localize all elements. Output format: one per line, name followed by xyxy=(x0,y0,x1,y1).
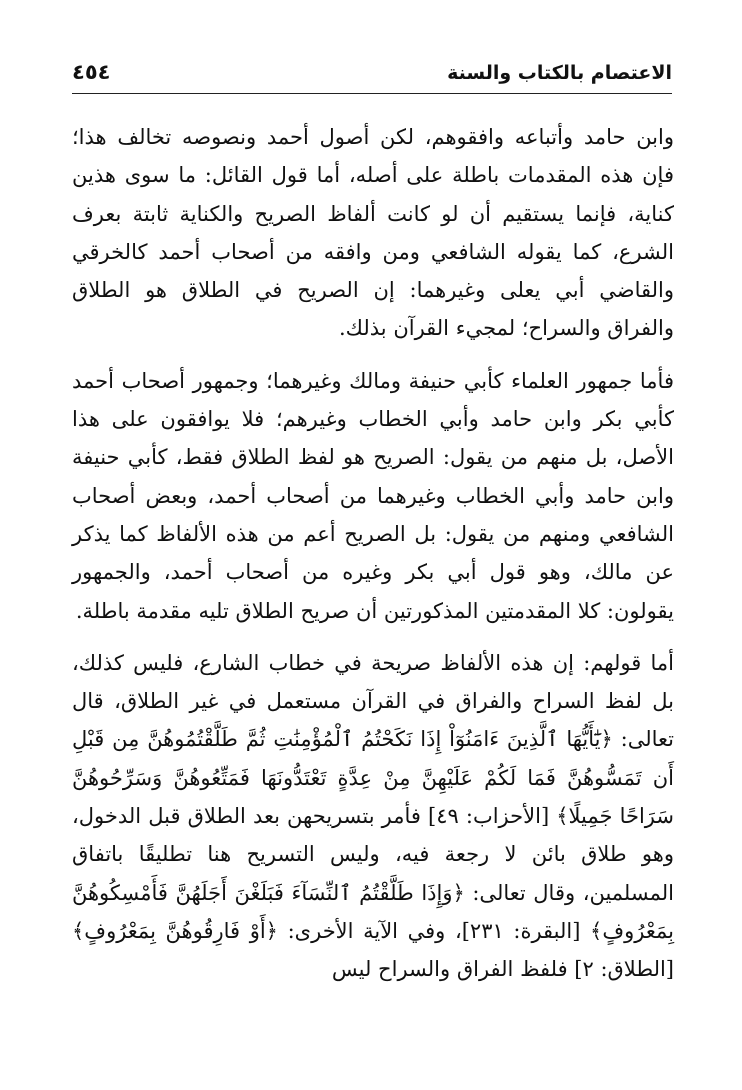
page-body xyxy=(72,118,674,997)
running-title: الاعتصام بالكتاب والسنة xyxy=(447,62,672,84)
page-number: ٤٥٤ xyxy=(72,60,111,84)
paragraph-3: أما قولهم: إن هذه الألفاظ صريحة في خطاب الشارع، فليس كذلك، بل لفظ السراح والفراق في القرآن مستعمل في غير الطلاق، قال تعالى: ﴿يَٰٓأَيُّهَا ٱلَّذِينَ ءَامَنُوٓاْ إِذَا نَكَحْتُمُ ٱلْمُؤْمِنَٰتِ ثُمَّ طَلَّقْتُمُوهُنَّ مِن قَبْلِ أَن تَمَسُّوهُنَّ فَمَا لَكُمْ عَلَيْهِنَّ مِنْ عِدَّةٍ تَعْتَدُّونَهَا فَمَتِّعُوهُنَّ وَسَرِّحُوهُنَّ سَرَاحًا جَمِيلًا﴾ [الأحزاب: ٤٩] فأمر بتسريحهن بعد الطلاق قبل الدخول، وهو طلاق بائن لا رجعة فيه، وليس التسريح هنا تطليقًا باتفاق المسلمين، وقال تعالى: ﴿وَإِذَا طَلَّقْتُمُ ٱلنِّسَآءَ فَبَلَغْنَ أَجَلَهُنَّ فَأَمْسِكُوهُنَّ بِمَعْرُوفٍ﴾ [البقرة: ٢٣١]، وفي الآية الأخرى: ﴿أَوْ فَارِقُوهُنَّ بِمَعْرُوفٍ﴾ [الطلاق: ٢] فلفظ الفراق والسراح ليس xyxy=(72,650,674,982)
page-header xyxy=(72,56,672,94)
paragraph-2: فأما جمهور العلماء كأبي حنيفة ومالك وغيرهما؛ وجمهور أصحاب أحمد كأبي بكر وابن حامد وأبي الخطاب وغيرهم؛ فلا يوافقون على هذا الأصل، بل منهم من يقول: الصريح هو لفظ الطلاق فقط، كأبي حنيفة وابن حامد وأبي الخطاب وغيرهما من أصحاب أحمد، وبعض أصحاب الشافعي ومنهم من يقول: بل الصريح أعم من هذه الألفاظ كما يذكر عن مالك، وهو قول أبي بكر وغيره من أصحاب أحمد، والجمهور يقولون: كلا المقدمتين المذكورتين أن صريح الطلاق تليه مقدمة باطلة. xyxy=(72,368,674,623)
header-divider xyxy=(72,93,672,94)
paragraph-1: وابن حامد وأتباعه وافقوهم، لكن أصول أحمد ونصوصه تخالف هذا؛ فإن هذه المقدمات باطلة على أصله، أما قول القائل: ما سوى هذين كناية، فإنما يستقيم أن لو كانت ألفاظ الصريح والكناية ثابتة بعرف الشرع، كما يقوله الشافعي ومن وافقه من أصحاب أحمد كالخرقي والقاضي أبي يعلى وغيرهما: إن الصريح في الطلاق هو الطلاق والفراق والسراح؛ لمجيء القرآن بذلك. xyxy=(72,125,674,341)
